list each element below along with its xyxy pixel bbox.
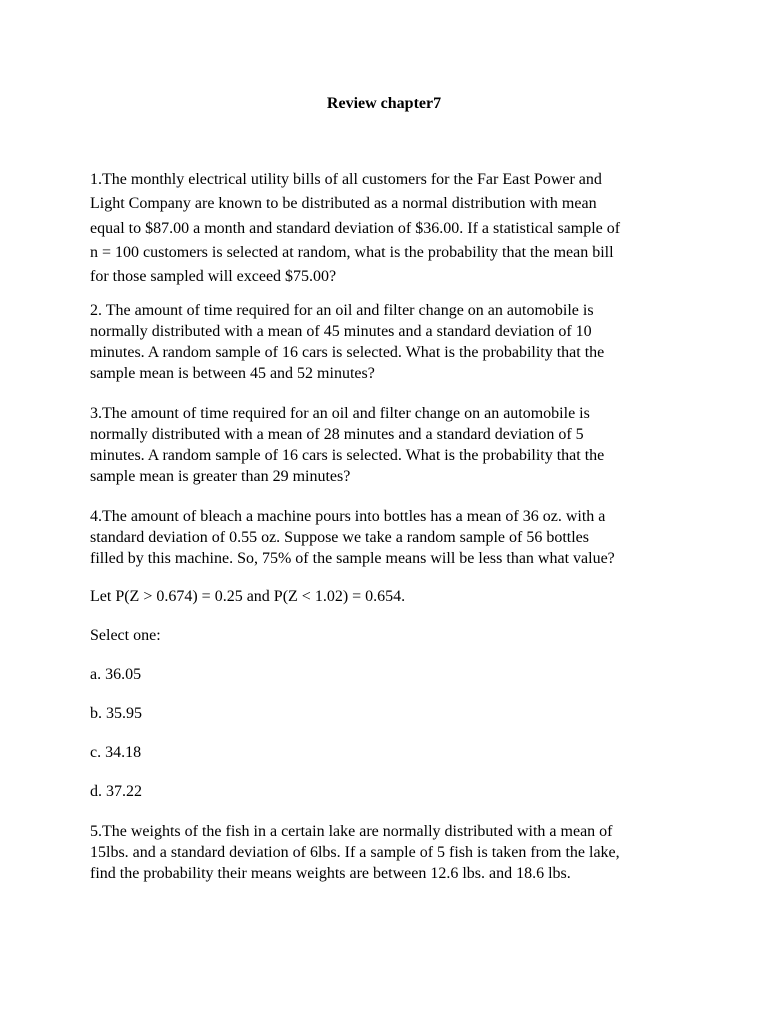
option-b: b. 35.95 [90, 705, 142, 722]
question-2-line: sample mean is between 45 and 52 minutes? [90, 365, 375, 382]
question-3-line: 3.The amount of time required for an oil and filter change on an automobile is [90, 405, 590, 422]
question-4-line: filled by this machine. So, 75% of the sample means will be less than what value? [90, 550, 615, 567]
question-2-line: minutes. A random sample of 16 cars is selected. What is the probability that the [90, 344, 605, 361]
question-4-line: 4.The amount of bleach a machine pours into bottles has a mean of 36 oz. with a [90, 508, 606, 525]
question-3-line: minutes. A random sample of 16 cars is selected. What is the probability that the [90, 447, 605, 464]
question-1-line: equal to $87.00 a month and standard deviation of $36.00. If a statistical sample of [90, 219, 621, 237]
question-2 [90, 300, 690, 384]
question-2-line: 2. The amount of time required for an oil and filter change on an automobile is [90, 302, 594, 319]
question-5 [90, 821, 690, 884]
question-3-line: normally distributed with a mean of 28 minutes and a standard deviation of 5 [90, 426, 584, 443]
option-a: a. 36.05 [90, 666, 142, 683]
page-title: Review chapter7 [326, 95, 442, 112]
question-2-line: normally distributed with a mean of 45 minutes and a standard deviation of 10 [90, 323, 592, 340]
option-c: c. 34.18 [90, 744, 142, 761]
question-1 [90, 168, 690, 289]
question-4-hint: Let P(Z > 0.674) = 0.25 and P(Z < 1.02) = 0.654. [90, 588, 406, 605]
question-5-line: find the probability their means weights are between 12.6 lbs. and 18.6 lbs. [90, 865, 571, 882]
select-one-label: Select one: [90, 627, 161, 644]
question-1-line: n = 100 customers is selected at random, what is the probability that the mean bill [90, 243, 614, 261]
question-1-line: 1.The monthly electrical utility bills of all customers for the Far East Power and [90, 171, 602, 188]
question-1-line: Light Company are known to be distributed as a normal distribution with mean [90, 195, 597, 213]
question-4 [90, 506, 690, 569]
question-3 [90, 403, 690, 487]
question-5-line: 15lbs. and a standard deviation of 6lbs. If a sample of 5 fish is taken from the lake, [90, 844, 620, 861]
option-d: d. 37.22 [90, 783, 142, 800]
question-3-line: sample mean is greater than 29 minutes? [90, 468, 351, 485]
question-4-line: standard deviation of 0.55 oz. Suppose we take a random sample of 56 bottles [90, 529, 589, 546]
question-5-line: 5.The weights of the fish in a certain lake are normally distributed with a mean of [90, 823, 613, 840]
question-1-line: for those sampled will exceed $75.00? [90, 268, 337, 286]
